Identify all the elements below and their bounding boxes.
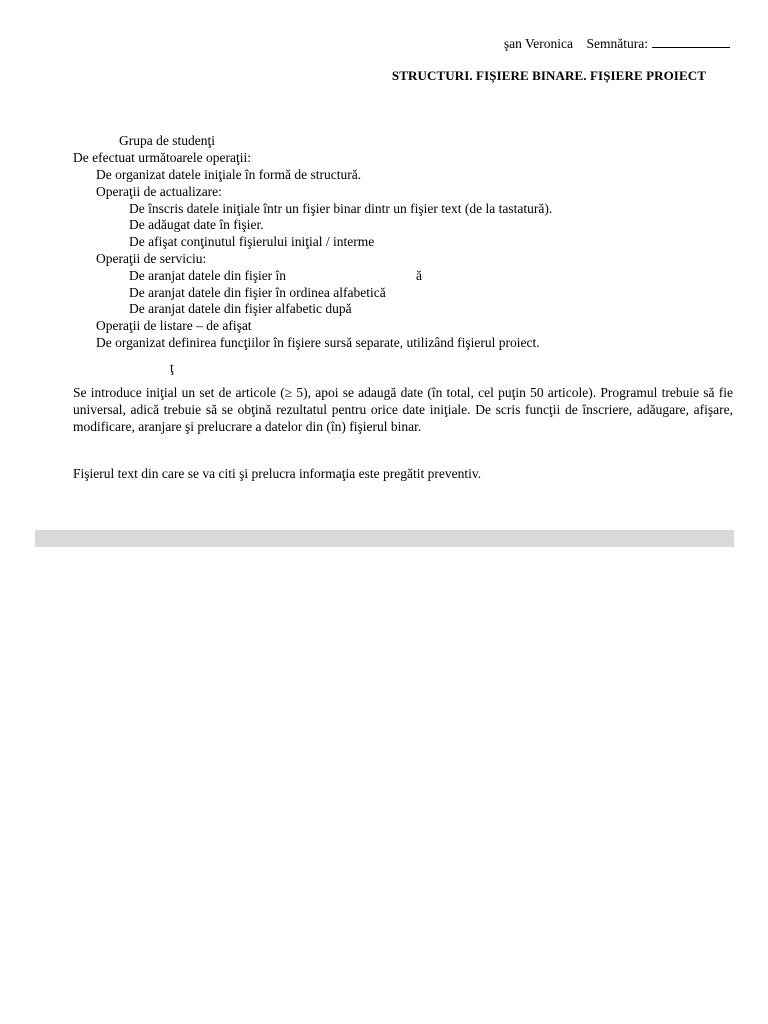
task-organize: De organizat datele iniţiale în formă de structură. [96, 167, 362, 182]
listing-ops-label: Operaţii de listare – de afişat [96, 318, 252, 333]
page-title: STRUCTURI. FIŞIERE BINARE. FIŞIERE PROIECT [391, 68, 706, 83]
stray-character: ţ [170, 360, 174, 375]
update-op-item: De adăugat date în fişier. [129, 217, 264, 232]
update-op-item: De înscris datele iniţiale într un fişier binar dintr un fişier text (de la tastatură). [129, 201, 553, 216]
task-intro: De efectuat următoarele operaţii: [73, 150, 252, 165]
service-op-item: De aranjat datele din fişier alfabetic după [129, 301, 352, 316]
header-author-line [504, 35, 730, 52]
update-op-item: De afişat conţinutul fişierului iniţial / interme [129, 234, 375, 249]
signature-line [652, 35, 730, 48]
body-paragraph-2: Fişierul text din care se va citi şi prelucra informaţia este pregătit preventiv. [73, 466, 482, 481]
update-ops-label: Operaţii de actualizare: [96, 184, 222, 199]
service-op-item: De aranjat datele din fişier în ordinea alfabetică [129, 285, 386, 300]
service-ops-label: Operaţii de serviciu: [96, 251, 207, 266]
gray-separator-bar [35, 530, 734, 547]
signature-label: Semnătura: [586, 36, 648, 51]
service-op-item-fragment: ă [416, 268, 422, 283]
author-name: şan Veronica [503, 36, 574, 51]
body-paragraph-1: Se introduce iniţial un set de articole (≥ 5), apoi se adaugă date (în total, cel puţin 50 articole). Programul trebuie să fie universal, adică trebuie să se obţină rezultatul pentru orice date iniţiale. De scris funcţii de înscriere, adăugare, afişare, modificare, aranjare şi prelucrare a datelor din (în) fişierul binar. [73, 385, 733, 434]
functions-organize: De organizat definirea funcţiilor în fişiere sursă separate, utilizând fişierul proiect. [96, 335, 540, 350]
service-op-item: De aranjat datele din fişier în [129, 268, 287, 283]
group-label: Grupa de studenţi [119, 133, 215, 148]
